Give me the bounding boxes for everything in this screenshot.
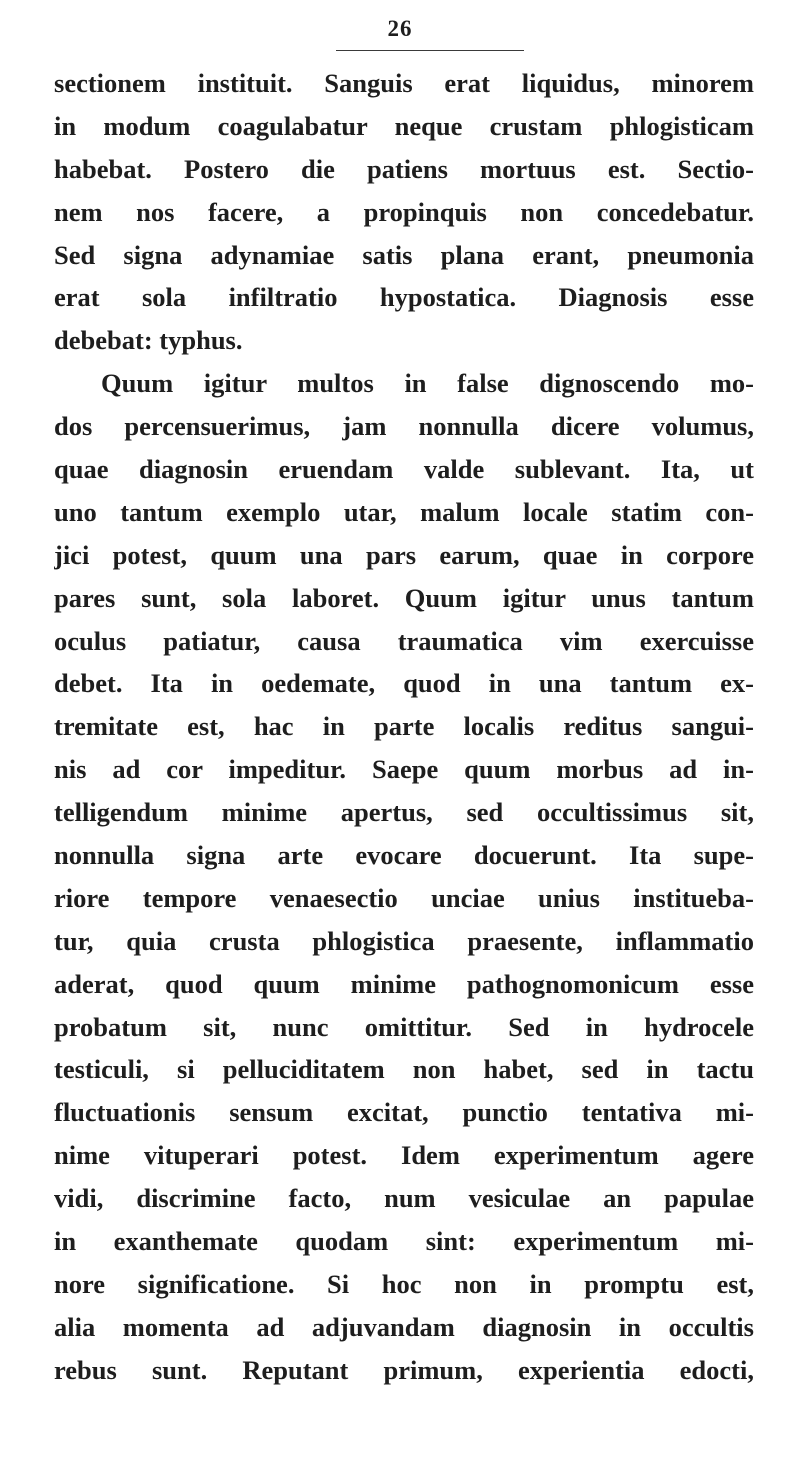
text-line: debet. Ita in oedemate, quod in una tantum ex- xyxy=(54,668,754,699)
text-line: probatum sit, nunc omittitur. Sed in hydrocele xyxy=(54,1011,754,1042)
text-line: rebus sunt. Reputant primum, experientia edocti, xyxy=(54,1354,754,1385)
text-line: aderat, quod quum minime pathognomonicum esse xyxy=(54,968,754,999)
text-line: jici potest, quum una pars earum, quae in corpore xyxy=(54,539,754,570)
text-line: debebat: typhus. xyxy=(54,325,243,356)
text-line: nis ad cor impeditur. Saepe quum morbus ad in- xyxy=(54,754,754,785)
text-line: uno tantum exemplo utar, malum locale statim con- xyxy=(54,496,754,527)
text-line: telligendum minime apertus, sed occultissimus sit, xyxy=(54,797,754,828)
text-line: dos percensuerimus, jam nonnulla dicere volumus, xyxy=(54,411,754,442)
text-line: pares sunt, sola laboret. Quum igitur unus tantum xyxy=(54,582,754,613)
body-text xyxy=(54,62,754,1392)
text-line: alia momenta ad adjuvandam diagnosin in occultis xyxy=(54,1311,754,1342)
text-line: nonnulla signa arte evocare docuerunt. Ita supe- xyxy=(54,840,754,871)
text-line: sectionem instituit. Sanguis erat liquidus, minorem xyxy=(54,68,754,98)
text-line: vidi, discrimine facto, num vesiculae an papulae xyxy=(54,1183,754,1214)
text-line: nem nos facere, a propinquis non concedebatur. xyxy=(54,196,754,227)
text-line: erat sola infiltratio hypostatica. Diagnosis esse xyxy=(54,282,754,313)
text-line: testiculi, si pelluciditatem non habet, sed in tactu xyxy=(54,1054,754,1085)
text-line: Sed signa adynamiae satis plana erant, pneumonia xyxy=(54,239,754,270)
text-line: quae diagnosin eruendam valde sublevant. Ita, ut xyxy=(54,454,754,485)
text-line: fluctuationis sensum excitat, punctio tentativa mi- xyxy=(54,1097,754,1128)
text-line: habebat. Postero die patiens mortuus est. Sectio- xyxy=(54,153,754,184)
text-line: riore tempore venaesectio unciae unius institueba- xyxy=(54,882,754,913)
page-number: 26 xyxy=(387,16,413,41)
text-line: nore significatione. Si hoc non in promptu est, xyxy=(54,1268,754,1299)
text-line: in exanthemate quodam sint: experimentum mi- xyxy=(54,1226,754,1257)
text-line: oculus patiatur, causa traumatica vim exercuisse xyxy=(54,625,754,656)
text-line: tur, quia crusta phlogistica praesente, inflammatio xyxy=(54,925,754,956)
text-line: nime vituperari potest. Idem experimentum agere xyxy=(54,1140,754,1171)
header-rule xyxy=(336,50,524,51)
text-line: tremitate est, hac in parte localis reditus sangui- xyxy=(54,711,754,742)
text-line: Quum igitur multos in false dignoscendo mo- xyxy=(101,368,754,399)
text-line: in modum coagulabatur neque crustam phlogisticam xyxy=(54,110,754,141)
